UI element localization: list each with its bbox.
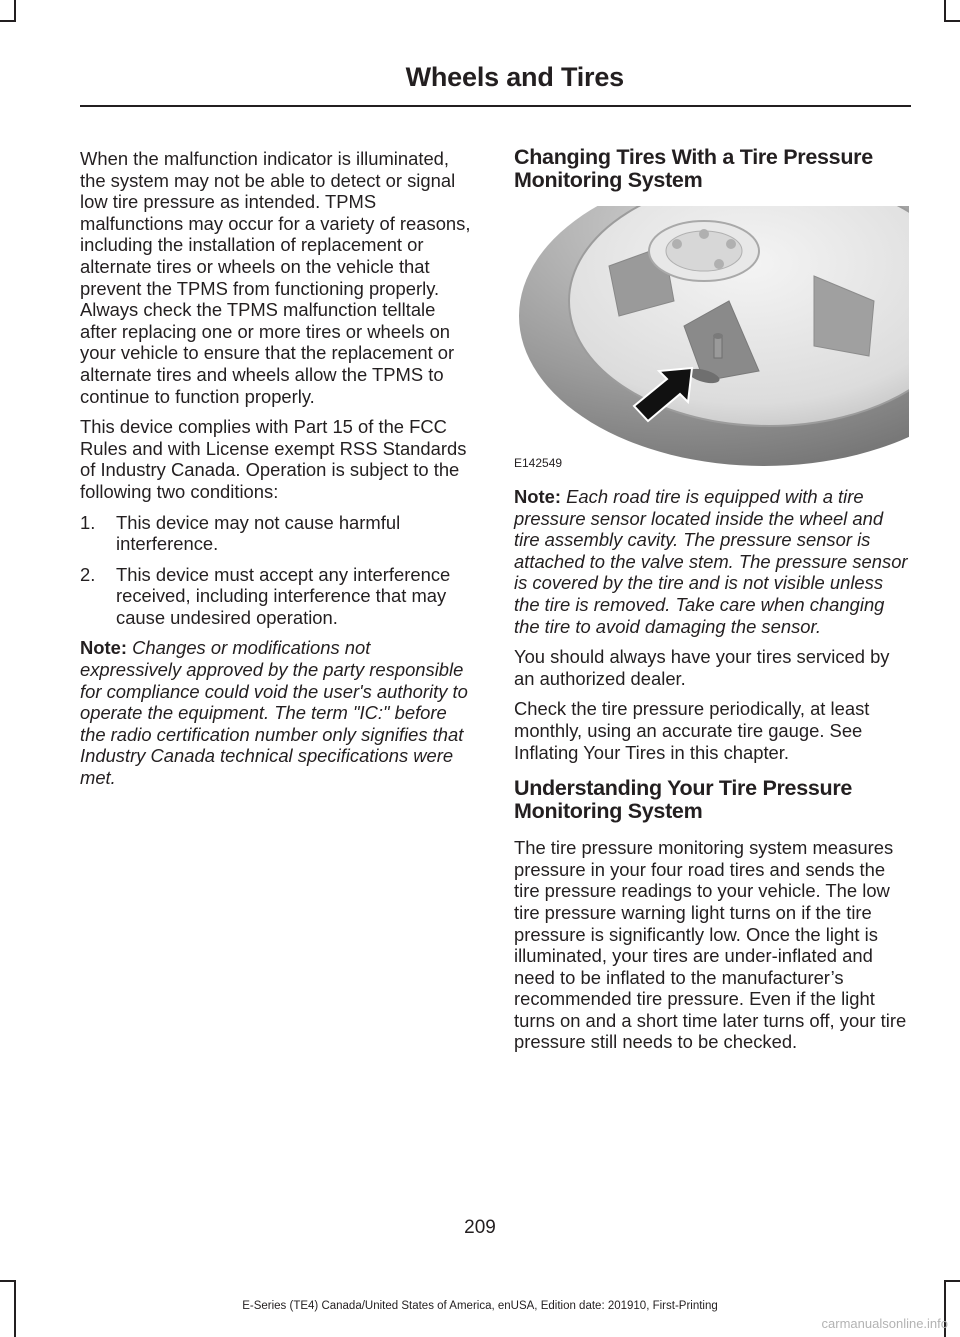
- malfunction-paragraph: When the malfunction indicator is illuminated, the system may not be able to detect or signal low tire pressure as intended. TPMS malfunctions may occur for a variety of reasons, including the installation of replacement or alternate tires or wheels on the vehicle that prevent the TPMS from functioning properly. Always check the TPMS malfunction telltale after replacing one or more tires or wheels on your vehicle to ensure that the replacement or alternate tires and wheels allow the TPMS to continue to function properly.: [80, 148, 471, 407]
- service-paragraph: You should always have your tires serviced by an authorized dealer.: [514, 646, 890, 689]
- note-label: Note:: [514, 486, 561, 507]
- section-heading: Understanding Your Tire Pressure Monitoring System: [514, 776, 853, 824]
- crop-mark: [0, 1280, 16, 1282]
- crop-mark: [0, 20, 16, 22]
- list-item: [80, 564, 475, 629]
- wheel-valve-image: [514, 206, 909, 468]
- note-paragraph: [80, 637, 475, 788]
- crop-mark: [14, 0, 16, 22]
- right-column: [514, 146, 909, 1062]
- fcc-paragraph: This device complies with Part 15 of the FCC Rules and with License exempt RSS Standards of Industry Canada. Operation is subject to the following two conditions:: [80, 416, 467, 502]
- list-number: 1.: [80, 511, 96, 533]
- list-number: 2.: [80, 563, 96, 585]
- page-title: Wheels and Tires: [405, 62, 624, 92]
- note-paragraph: [514, 486, 909, 637]
- check-pressure-paragraph: Check the tire pressure periodically, at least monthly, using an accurate tire gauge. See Inflating Your Tires in this chapter.: [514, 698, 870, 763]
- list-item: [80, 512, 475, 555]
- watermark: carmanualsonline.info: [821, 1316, 948, 1331]
- edition-info: E-Series (TE4) Canada/United States of America, enUSA, Edition date: 201910, First-Printing: [242, 1300, 718, 1312]
- crop-mark: [944, 0, 946, 22]
- tire-illustration: [514, 206, 909, 468]
- conditions-list: [80, 512, 475, 629]
- crop-mark: [944, 1280, 960, 1282]
- note-text: Each road tire is equipped with a tire pressure sensor located inside the wheel and tire assembly cavity. The pressure sensor is attached to the valve stem. The pressure sensor is covered by the tire and is not visible unless the tire is removed. Take care when changing the tire to avoid damaging the sensor.: [514, 486, 908, 637]
- crop-mark: [944, 20, 960, 22]
- tpms-description-paragraph: The tire pressure monitoring system measures pressure in your four road tires and sends the tire pressure readings to your vehicle. The low tire pressure warning light turns on if the tire pressure is significantly low. Once the light is illuminated, your tires are under-inflated and need to be inflated to the manufacturer’s recommended tire pressure. Even if the light turns on and a short time later turns off, your tire pressure still needs to be checked.: [514, 837, 907, 1053]
- figure-id: E142549: [514, 456, 563, 470]
- list-text: This device must accept any interference received, including interference that may cause undesired operation.: [116, 563, 451, 628]
- left-column: [80, 148, 475, 798]
- page-number: 209: [464, 1217, 496, 1238]
- list-text: This device may not cause harmful interference.: [116, 511, 401, 555]
- note-text: Changes or modifications not expressively approved by the party responsible for compliance could void the user's authority to operate the equipment. The term "IC:" before the radio certification number only signifies that Industry Canada technical specifications were met.: [80, 637, 468, 789]
- header-rule: [80, 105, 911, 107]
- note-label: Note:: [80, 637, 127, 659]
- section-heading: Changing Tires With a Tire Pressure Monitoring System: [514, 145, 873, 192]
